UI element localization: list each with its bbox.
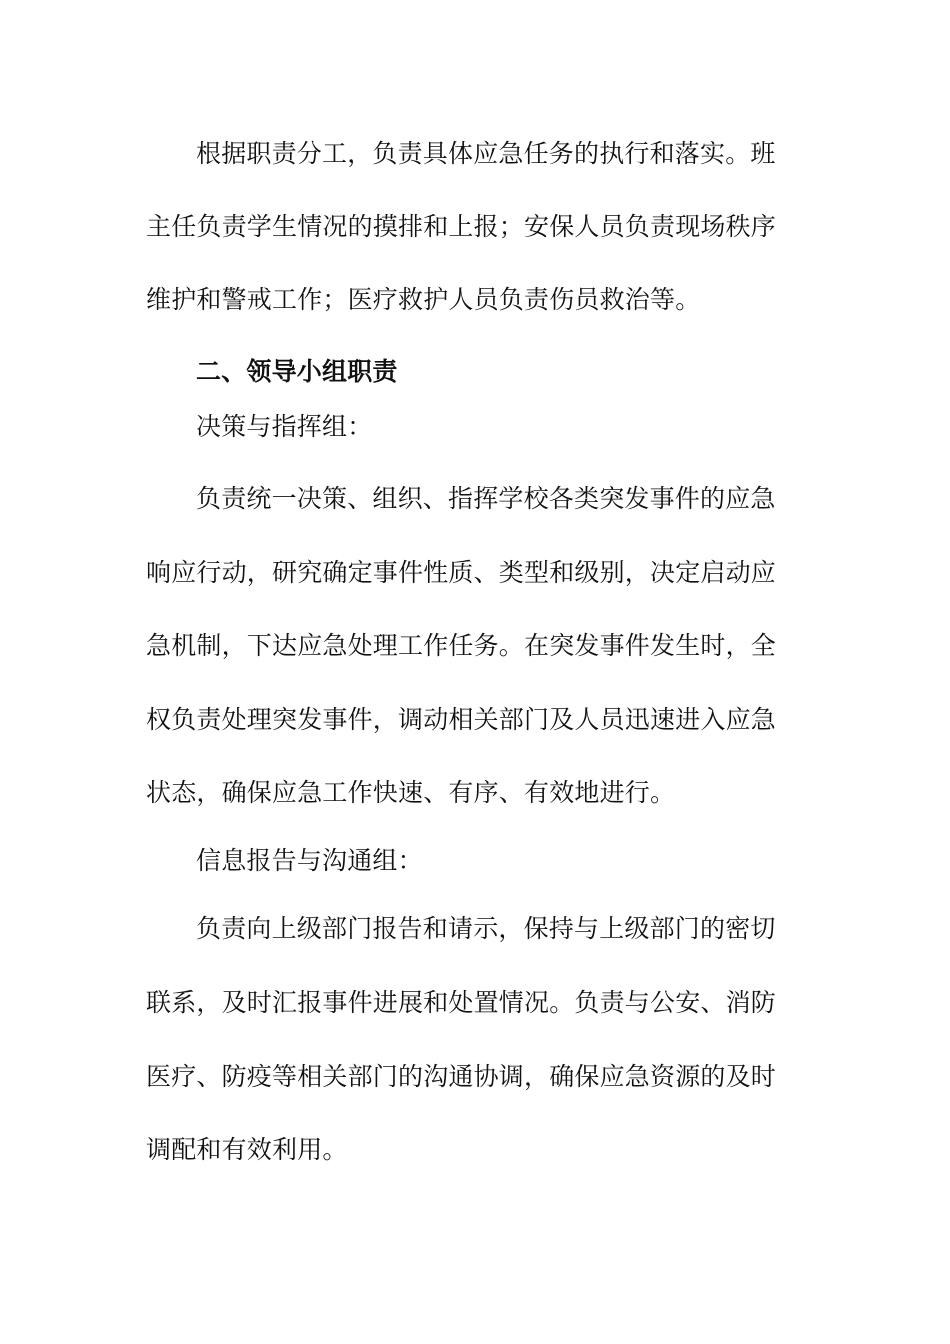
paragraph-line: 维护和警戒工作；医疗救护人员负责伤员救治等。 <box>146 285 701 314</box>
paragraph-line: 调配和有效利用。 <box>146 1135 348 1164</box>
paragraph-line: 主任负责学生情况的摸排和上报；安保人员负责现场秩序 <box>146 212 777 241</box>
paragraph-line: 权负责处理突发事件，调动相关部门及人员迅速进入应急 <box>146 705 777 734</box>
section-heading: 二、领导小组职责 <box>196 357 398 386</box>
paragraph-line: 医疗、防疫等相关部门的沟通协调，确保应急资源的及时 <box>146 1062 777 1091</box>
paragraph-line: 根据职责分工，负责具体应急任务的执行和落实。班 <box>196 139 776 168</box>
paragraph-line: 响应行动，研究确定事件性质、类型和级别，决定启动应 <box>146 558 777 587</box>
paragraph-line: 联系，及时汇报事件进展和处置情况。负责与公安、消防 <box>146 988 777 1017</box>
paragraph-line: 负责统一决策、组织、指挥学校各类突发事件的应急 <box>196 484 776 513</box>
paragraph-line: 急机制，下达应急处理工作任务。在突发事件发生时，全 <box>146 631 777 660</box>
subsection-title: 信息报告与沟通组： <box>196 846 423 875</box>
paragraph-line: 状态，确保应急工作快速、有序、有效地进行。 <box>146 778 676 807</box>
subsection-title: 决策与指挥组： <box>196 412 373 441</box>
paragraph-line: 负责向上级部门报告和请示，保持与上级部门的密切 <box>196 914 776 943</box>
document-body <box>146 128 808 1168</box>
